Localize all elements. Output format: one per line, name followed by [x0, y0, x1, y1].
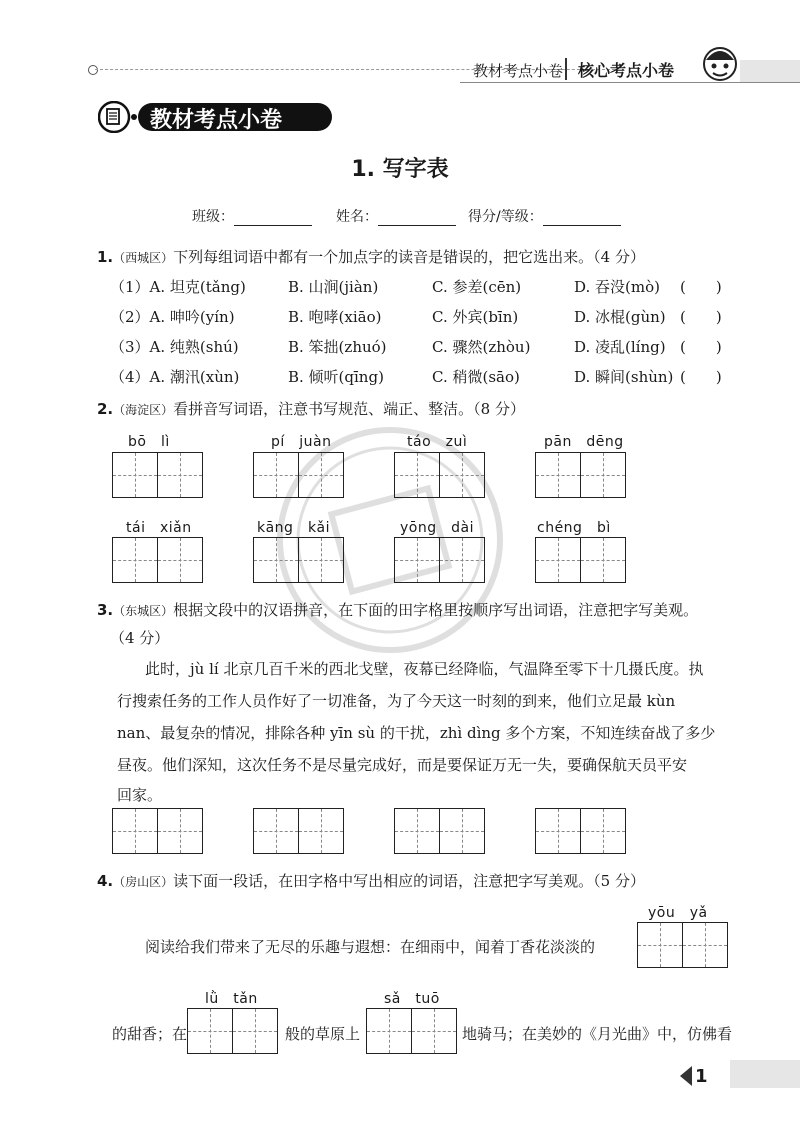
q2-grid-3[interactable]: [394, 452, 485, 498]
q3-score: （4 分）: [110, 629, 170, 647]
q2-pinyin-7: yōng dài: [400, 520, 474, 536]
q2-number: 2.: [97, 400, 114, 418]
q4-pinyin-3: sǎ tuō: [384, 991, 440, 1007]
footer-band: [730, 1060, 800, 1088]
q3-grid-2[interactable]: [253, 808, 344, 854]
mascot-icon: [700, 42, 740, 82]
q1-row3-c: C. 骤然(zhòu): [432, 338, 531, 356]
q3-grid-1[interactable]: [112, 808, 203, 854]
q1-row4-c: C. 稍微(sāo): [432, 368, 520, 386]
q1-row3-answer[interactable]: ( ): [680, 338, 722, 356]
q4-line-2c: 地骑马；在美妙的《月光曲》中，仿佛看: [462, 1025, 733, 1043]
q2-pinyin-4: pān dēng: [544, 434, 624, 450]
q3-line-3: nan、最复杂的情况，排除各种 yīn sù 的干扰，zhì dìng 多个方案，不知连续奋战了多少: [117, 724, 716, 742]
q3-line-1: 此时，jù lí 北京几百千米的西北戈壁，夜幕已经降临，气温降至零下十几摄氏度。执: [145, 660, 704, 678]
q2-pinyin-8: chéng bì: [537, 520, 611, 536]
class-field[interactable]: [192, 206, 312, 226]
q4-stem: [97, 870, 645, 891]
header-section-label: 教材考点小卷: [473, 62, 564, 80]
q4-area: （房山区）: [113, 875, 174, 889]
q2-stem: [97, 398, 525, 419]
q2-pinyin-3: táo zuì: [407, 434, 468, 450]
name-label: 姓名：: [336, 209, 378, 225]
q3-line-5: 回家。: [117, 786, 163, 804]
q1-row1-b: B. 山涧(jiàn): [288, 278, 379, 296]
q1-text: 下列每组词语中都有一个加点字的读音是错误的，把它选出来。（4 分）: [173, 248, 645, 266]
score-label: 得分/等级：: [468, 209, 543, 225]
header-band: [740, 60, 800, 82]
q1-stem: [97, 246, 645, 267]
q4-text: 读下面一段话，在田字格中写出相应的词语，注意把字写美观。（5 分）: [173, 872, 645, 890]
header-separator: [565, 58, 567, 80]
header-bottom-line: [460, 82, 800, 83]
q1-number: 1.: [97, 248, 114, 266]
q4-pinyin-1: yōu yǎ: [648, 905, 708, 921]
page-arrow-icon: [680, 1066, 692, 1086]
q1-area: （西城区）: [113, 251, 174, 265]
q2-grid-8[interactable]: [535, 537, 626, 583]
q4-line-2b: 般的草原上: [285, 1025, 361, 1043]
q1-row3-d: D. 凌乱(líng): [574, 338, 666, 356]
header-dot: [88, 65, 98, 75]
q4-line-1: 阅读给我们带来了无尽的乐趣与遐想：在细雨中，闻着丁香花淡淡的: [145, 938, 596, 956]
q1-row2-c: C. 外宾(bīn): [432, 308, 519, 326]
q3-stem: [97, 599, 698, 620]
q1-row4-answer[interactable]: ( ): [680, 368, 722, 386]
q3-text: 根据文段中的汉语拼音，在下面的田字格里按顺序写出词语，注意把字写美观。: [173, 601, 699, 619]
q2-grid-4[interactable]: [535, 452, 626, 498]
q3-line-4: 昼夜。他们深知，这次任务不是尽量完成好，而是要保证万无一失，要确保航天员平安: [117, 756, 688, 774]
q1-row4-a: （4）A. 潮汛(xùn): [110, 368, 240, 386]
q4-line-2a: 的甜香；在: [112, 1025, 188, 1043]
q2-grid-1[interactable]: [112, 452, 203, 498]
q1-row3-a: （3）A. 纯熟(shú): [110, 338, 239, 356]
q3-grid-4[interactable]: [535, 808, 626, 854]
q1-row3-b: B. 笨拙(zhuó): [288, 338, 387, 356]
q1-row1-a: （1）A. 坦克(tǎng): [110, 278, 246, 296]
q3-number: 3.: [97, 601, 114, 619]
q3-grid-3[interactable]: [394, 808, 485, 854]
class-label: 班级：: [192, 209, 234, 225]
q1-row4-d: D. 瞬间(shùn): [574, 368, 674, 386]
q3-area: （东城区）: [113, 604, 174, 618]
q2-grid-7[interactable]: [394, 537, 485, 583]
name-field[interactable]: [336, 206, 456, 226]
q4-number: 4.: [97, 872, 114, 890]
q2-grid-6[interactable]: [253, 537, 344, 583]
q1-row1-d: D. 吞没(mò): [574, 278, 660, 296]
q1-row2-answer[interactable]: ( ): [680, 308, 722, 326]
q2-area: （海淀区）: [113, 403, 174, 417]
q2-pinyin-5: tái xiǎn: [126, 520, 192, 536]
page-number: 1: [695, 1066, 708, 1087]
q1-row1-answer[interactable]: ( ): [680, 278, 722, 296]
q2-grid-2[interactable]: [253, 452, 344, 498]
header-core-label: 核心考点小卷: [578, 61, 675, 80]
q4-grid-3[interactable]: [366, 1008, 457, 1054]
q2-pinyin-2: pí juàn: [271, 434, 332, 450]
q1-row2-a: （2）A. 呻吟(yín): [110, 308, 235, 326]
q2-pinyin-1: bō lì: [128, 434, 170, 450]
badge-text: 教材考点小卷: [150, 108, 283, 133]
q2-pinyin-6: kāng kǎi: [257, 520, 331, 536]
score-field[interactable]: [468, 206, 621, 226]
page-title: 1. 写字表: [351, 157, 449, 182]
q2-text: 看拼音写词语，注意书写规范、端正、整洁。（8 分）: [173, 400, 525, 418]
q1-row4-b: B. 倾听(qīng): [288, 368, 384, 386]
q4-grid-1[interactable]: [637, 922, 728, 968]
q4-grid-2[interactable]: [187, 1008, 278, 1054]
q3-line-2: 行搜索任务的工作人员作好了一切准备，为了今天这一时刻的到来，他们立足最 kùn: [117, 692, 676, 710]
q1-row2-b: B. 咆哮(xiāo): [288, 308, 382, 326]
q1-row1-c: C. 参差(cēn): [432, 278, 522, 296]
q2-grid-5[interactable]: [112, 537, 203, 583]
q1-row2-d: D. 冰棍(gùn): [574, 308, 666, 326]
q4-pinyin-2: lǜ tǎn: [205, 991, 258, 1007]
